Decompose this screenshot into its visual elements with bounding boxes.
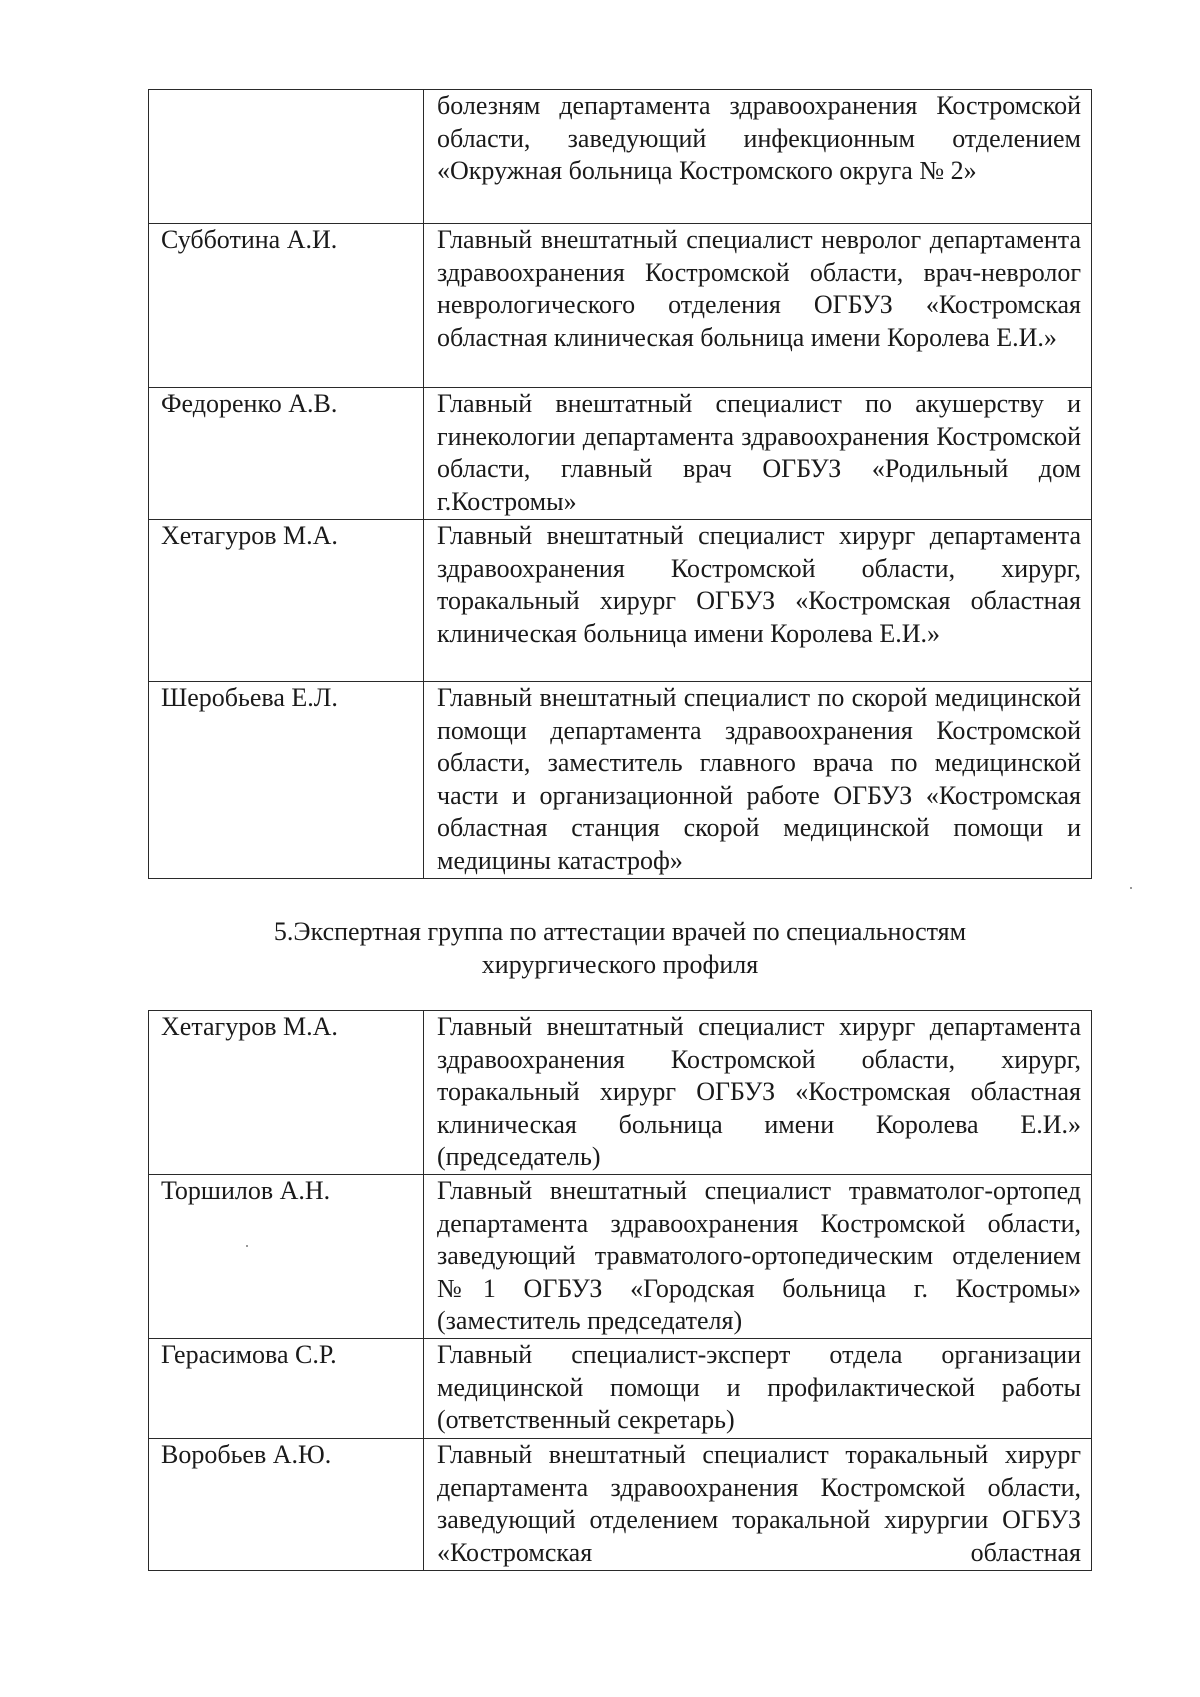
table-row — [149, 1439, 1092, 1571]
table-row — [149, 90, 1092, 224]
table-row — [149, 682, 1092, 879]
member-name: Торшилов А.Н. — [149, 1175, 424, 1339]
section-title-line-1: 5.Экспертная группа по аттестации врачей по специальностям — [273, 917, 967, 946]
section-heading — [150, 915, 1090, 981]
member-name: Герасимова С.Р. — [149, 1339, 424, 1439]
specialists-table-continued — [148, 89, 1092, 879]
member-position: Главный внештатный специалист по акушерству и гинекологии департамента здравоохранения Костромской области, главный врач ОГБУЗ «Родильный дом г.Костромы» — [424, 388, 1092, 520]
member-position: Главный специалист-эксперт отдела организации медицинской помощи и профилактической работы (ответственный секретарь) — [424, 1339, 1092, 1439]
table-row — [149, 520, 1092, 682]
member-position: Главный внештатный специалист хирург департамента здравоохранения Костромской области, хирург, торакальный хирург ОГБУЗ «Костромская областная клиническая больница имени Королева Е.И.» — [424, 520, 1092, 682]
table-row — [149, 1339, 1092, 1439]
surgical-expert-group-table — [148, 1010, 1092, 1571]
member-position: Главный внештатный специалист торакальный хирург департамента здравоохранения Костромской области, заведующий отделением торакальной хирургии ОГБУЗ «Костромская областная — [424, 1439, 1092, 1571]
member-name: Субботина А.И. — [149, 224, 424, 388]
section-title-line-2: хирургического профиля — [481, 950, 759, 979]
member-position: болезням департамента здравоохранения Костромской области, заведующий инфекционным отделением «Окружная больница Костромского округа № 2» — [424, 90, 1092, 224]
table-row — [149, 1011, 1092, 1175]
scan-speck — [246, 1245, 248, 1247]
member-name: Хетагуров М.А. — [149, 520, 424, 682]
member-name: Шеробьева Е.Л. — [149, 682, 424, 879]
table-row — [149, 1175, 1092, 1339]
member-name: Воробьев А.Ю. — [149, 1439, 424, 1571]
scan-speck — [1130, 887, 1132, 889]
table-row — [149, 224, 1092, 388]
member-position: Главный внештатный специалист по скорой медицинской помощи департамента здравоохранения Костромской области, заместитель главного врача по медицинской части и организационной работе ОГБУЗ «Костромская областная станция скорой медицинской помощи и медицины катастроф» — [424, 682, 1092, 879]
member-name — [149, 90, 424, 224]
table-row — [149, 388, 1092, 520]
member-name: Федоренко А.В. — [149, 388, 424, 520]
member-name: Хетагуров М.А. — [149, 1011, 424, 1175]
member-position: Главный внештатный специалист травматолог-ортопед департамента здравоохранения Костромской области, заведующий травматолого-ортопедическим отделением №1 ОГБУЗ «Городская больница г. Костромы» (заместитель председателя) — [424, 1175, 1092, 1339]
member-position: Главный внештатный специалист хирург департамента здравоохранения Костромской области, хирург, торакальный хирург ОГБУЗ «Костромская областная клиническая больница имени Королева Е.И.» (председатель) — [424, 1011, 1092, 1175]
member-position: Главный внештатный специалист невролог департамента здравоохранения Костромской области, врач-невролог неврологического отделения ОГБУЗ «Костромская областная клиническая больница имени Королева Е.И.» — [424, 224, 1092, 388]
